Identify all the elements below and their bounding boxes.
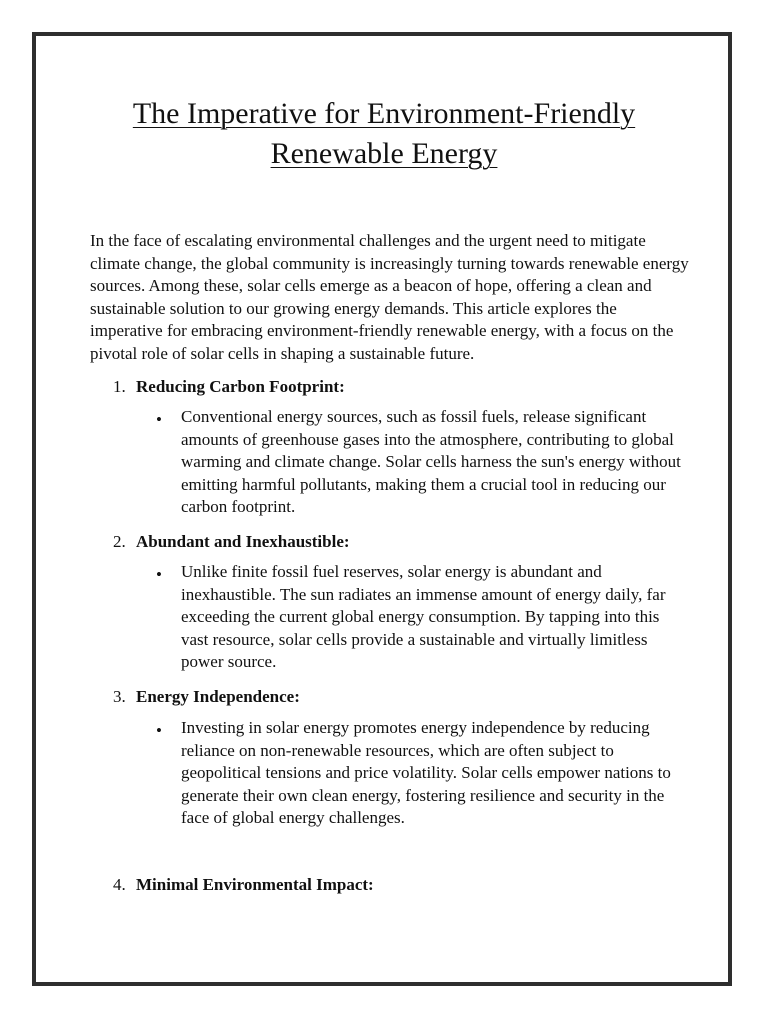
document-title [0,94,768,174]
section-number: 4. [113,875,126,894]
section-number: 1. [113,377,126,396]
title-line-1: The Imperative for Environment-Friendly [132,97,636,130]
bullet-icon: • [156,721,162,740]
bullet-icon: • [156,565,162,584]
section-heading: Energy Independence: [136,687,300,706]
section-heading: Minimal Environmental Impact: [136,875,374,894]
section-heading: Reducing Carbon Footprint: [136,377,345,396]
section-number: 2. [113,532,126,551]
section-heading: Abundant and Inexhaustible: [136,532,350,551]
section-number: 3. [113,687,126,706]
intro-paragraph: In the face of escalating environmental challenges and the urgent need to mitigate climate change, the global community is increasingly turning towards renewable energy sources. Among these, solar cells emerge as a beacon of hope, offering a clean and sustainable solution to our growing energy demands. This article explores the imperative for embracing environment-friendly renewable energy, with a focus on the pivotal role of solar cells in shaping a sustainable future. [90,231,689,363]
section-bullet-text: Conventional energy sources, such as fossil fuels, release significant amounts of greenhouse gases into the atmosphere, contributing to global warming and climate change. Solar cells harness the sun's energy without emitting harmful pollutants, making them a crucial tool in reducing our carbon footprint. [181,407,681,516]
section-bullet-text: Investing in solar energy promotes energy independence by reducing reliance on non-renewable resources, which are often subject to geopolitical tensions and price volatility. Solar cells empower nations to generate their own clean energy, fostering resilience and security in the face of global energy challenges. [181,718,671,827]
bullet-icon: • [156,410,162,429]
title-line-2: Renewable Energy [270,137,498,170]
section-bullet-text: Unlike finite fossil fuel reserves, solar energy is abundant and inexhaustible. The sun radiates an immense amount of energy daily, far exceeding the current global energy consumption. By tapping into this vast resource, solar cells provide a sustainable and virtually limitless power source. [181,562,666,671]
